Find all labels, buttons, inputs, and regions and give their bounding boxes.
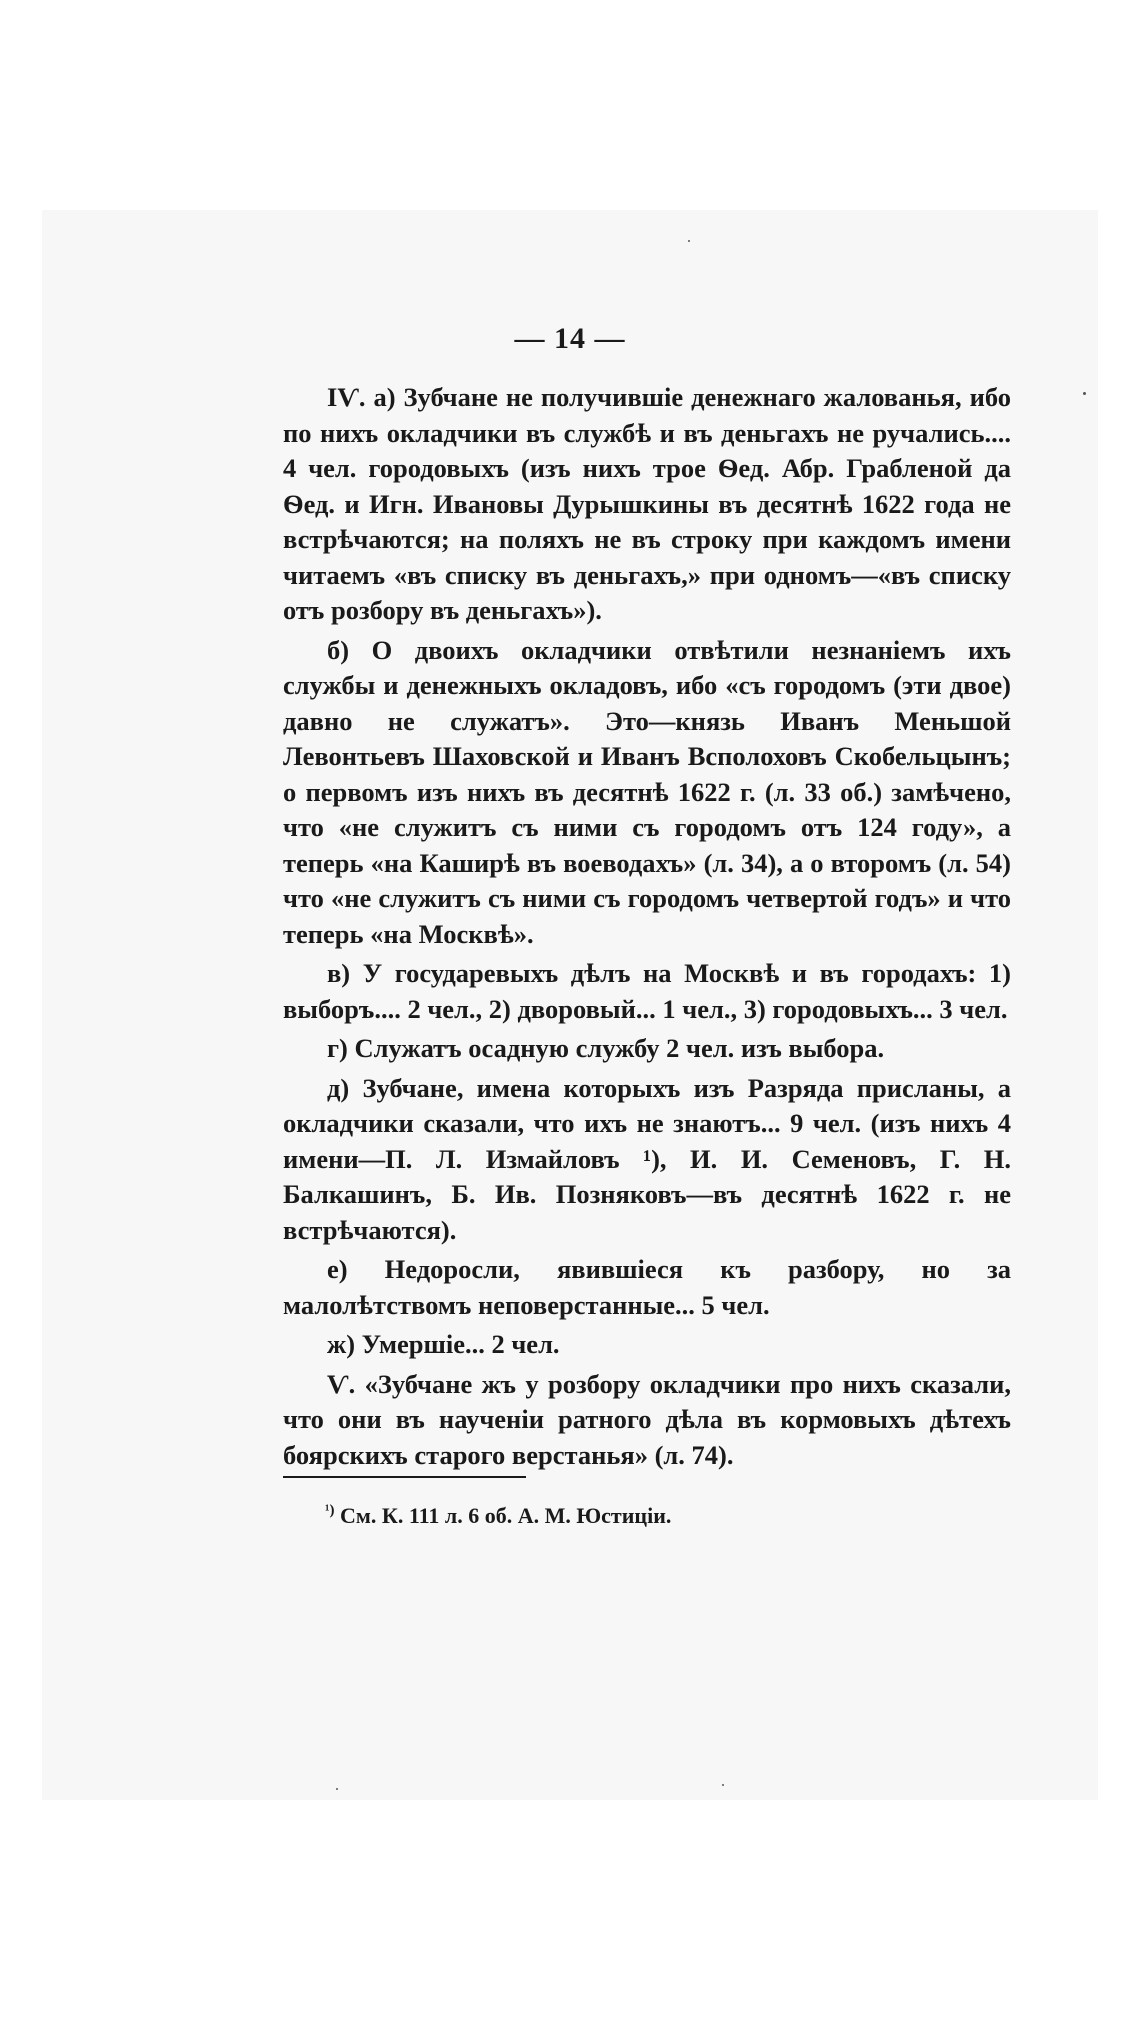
page-number: — 14 — (514, 322, 626, 355)
paragraph-g: г) Служатъ осадную службу 2 чел. изъ выбора. (327, 1033, 885, 1063)
paragraph-v: в) У государевыхъ дѣлъ на Москвѣ и въ городахъ: 1) выборъ.... 2 чел., 2) дворовый... 1 чел., 3) городовыхъ... 3 чел. (283, 958, 1011, 1024)
footnote-marker: ¹) (325, 1502, 335, 1519)
scan-speck (336, 1788, 338, 1790)
paragraph-e: е) Недоросли, явившіеся къ разбору, но за малолѣтствомъ неповерстанные... 5 чел. (283, 1254, 1011, 1320)
paragraph-iv-a: IѴ. а) Зубчане не получившіе денежнаго жалованья, ибо по нихъ окладчики въ службѣ и въ деньгахъ не ручались.... 4 чел. городовыхъ (изъ нихъ трое Ѳед. Абр. Грабленой да Ѳед. и Игн. Ивановы Дурышкины въ десятнѣ 1622 года не встрѣчаются; на поляхъ не въ строку при каждомъ имени читаемъ «въ списку въ деньгахъ,» при одномъ—«въ списку отъ розбору въ деньгахъ»). (283, 382, 1011, 625)
scan-speck (722, 1784, 724, 1786)
scan-speck (1083, 392, 1086, 395)
paragraph-b: б) О двоихъ окладчики отвѣтили незнаніемъ ихъ службы и денежныхъ окладовъ, ибо «съ городомъ (эти двое) давно не служатъ». Это—князь Иванъ Меньшой Левонтьевъ Шаховской и Иванъ Всполоховъ Скобельцынъ; о первомъ изъ нихъ въ десятнѣ 1622 г. (л. 33 об.) замѣчено, что «не служитъ съ ними съ городомъ отъ 124 году», а теперь «на Каширѣ въ воеводахъ» (л. 34), а о второмъ (л. 54) что «не служитъ съ ними съ городомъ четвертой годъ» и что теперь «на Москвѣ». (283, 634, 1011, 949)
footnote-text: См. К. 111 л. 6 об. А. М. Юстиціи. (340, 1503, 672, 1528)
paragraph-d: д) Зубчане, имена которыхъ изъ Разряда присланы, а окладчики сказали, что ихъ не знаютъ... 9 чел. (изъ нихъ 4 имени—П. Л. Измайловъ ¹), И. И. Семеновъ, Г. Н. Балкашинъ, Б. Ив. Позняковъ—въ десятнѣ 1622 г. не встрѣчаются). (283, 1072, 1011, 1245)
footnote (325, 1500, 1025, 1532)
footnote-divider (283, 1476, 526, 1478)
paragraph-zh: ж) Умершіе... 2 чел. (327, 1329, 560, 1359)
scan-speck (688, 240, 690, 242)
paragraph-section-v: Ѵ. «Зубчане жъ у розбору окладчики про нихъ сказали, что они въ наученіи ратного дѣла въ кормовыхъ дѣтехъ боярскихъ старого верстанья» (л. 74). (283, 1368, 1011, 1470)
body-text (283, 380, 1011, 1473)
